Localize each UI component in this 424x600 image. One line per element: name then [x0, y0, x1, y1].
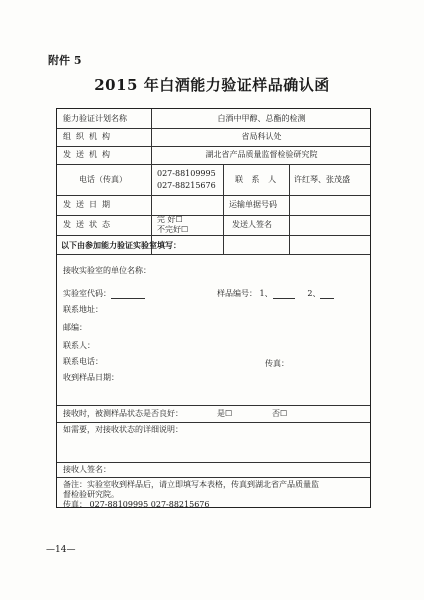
receive-date-label: 收到样品日期： [63, 373, 119, 382]
note-line-2: 督检验研究院。 [63, 490, 119, 499]
note-fax: 传真： 027-88109995 027-88215676 [63, 500, 210, 509]
sample-no-group [217, 289, 334, 299]
lab-fill-heading: 以下由参加能力验证实验室填写： [61, 240, 181, 250]
page-title: 2015 年白酒能力验证样品确认函 [94, 76, 330, 94]
sender-sign-label: 发送人签名 [232, 220, 272, 229]
lab-code-blank[interactable] [111, 290, 145, 299]
receiver-sign-label: 接收人签名： [63, 465, 111, 474]
receive-yes-checkbox[interactable]: 是☐ [217, 409, 233, 418]
address-label: 联系地址： [63, 305, 103, 314]
confirmation-form [56, 108, 371, 508]
lab-phone-label: 联系电话： [63, 357, 103, 366]
org-value: 省局科认处 [241, 132, 282, 141]
status-not-intact-checkbox[interactable]: 不完好☐ [157, 225, 189, 234]
phone-value-1: 027-88109995 [157, 169, 216, 178]
sender-label: 发送机构 [63, 150, 115, 159]
contact-value: 许红琴、张茂盛 [294, 175, 350, 184]
sample-no-1: 1、 [259, 289, 273, 298]
fax-label: 传真： [265, 359, 289, 368]
sender-value: 湖北省产品质量监督检验研究院 [205, 150, 318, 159]
sample-no-2: 2、 [307, 289, 321, 298]
sample-no-2-blank[interactable] [320, 290, 334, 299]
page-number: —14— [46, 545, 76, 555]
contact-person-label: 联系人： [63, 341, 95, 350]
lab-unit-label: 接收实验室的单位名称： [63, 266, 151, 275]
lab-code-text: 实验室代码： [63, 289, 111, 298]
contact-label: 联 系 人 [235, 175, 280, 184]
phone-value-2: 027-88215676 [157, 181, 216, 190]
plan-name-value: 白酒中甲醇、总酯的检测 [217, 114, 306, 123]
status-intact-checkbox[interactable]: 完 好☐ [157, 215, 183, 224]
postcode-label: 邮编： [63, 323, 87, 332]
annex-label: 附件 5 [48, 54, 82, 67]
lab-code-label [63, 289, 145, 299]
sample-no-1-blank[interactable] [273, 290, 295, 299]
receive-status-question: 接收时，被测样品状态是否良好： [63, 409, 183, 418]
receive-no-checkbox[interactable]: 否☐ [272, 409, 288, 418]
phone-label: 电话（传真） [79, 175, 127, 184]
plan-name-label: 能力验证计划名称 [63, 114, 127, 123]
send-date-label: 发送日期 [63, 200, 115, 209]
note-line-1: 备注：实验室收到样品后，请立即填写本表格，传真到湖北省产品质量监 [63, 480, 319, 489]
org-label: 组织机构 [63, 132, 115, 141]
detail-label: 如需要，对接收状态的详细说明： [63, 425, 183, 434]
send-status-label: 发送状态 [63, 220, 115, 229]
waybill-label: 运输单据号码 [229, 200, 277, 209]
sample-no-label: 样品编号： [217, 289, 257, 298]
